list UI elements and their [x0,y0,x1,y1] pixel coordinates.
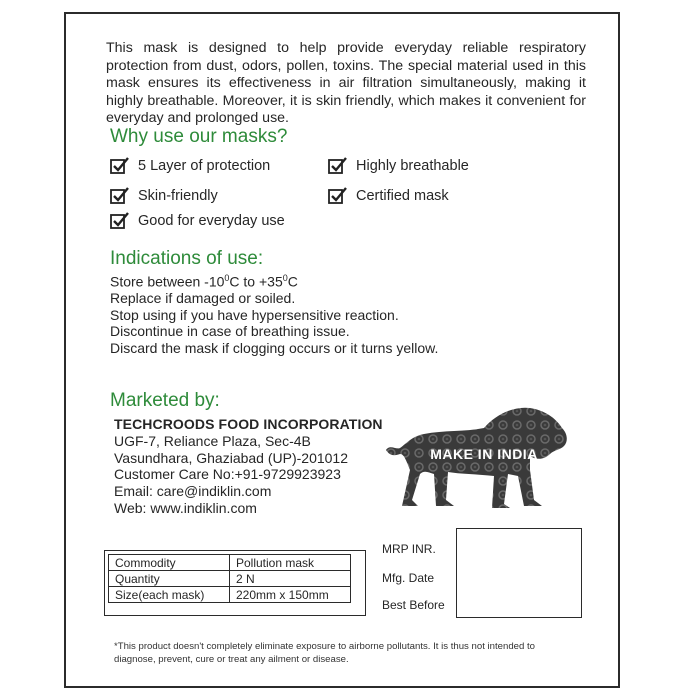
benefit-item [110,157,270,175]
indications-list [110,270,438,357]
price-date-box [456,528,582,618]
benefit-label: Highly breathable [356,158,469,174]
benefit-label: Certified mask [356,188,449,204]
table-row [109,555,351,571]
company-address [114,416,383,517]
spec-table [108,554,351,603]
disclaimer: *This product doesn't completely eliminate exposure to airborne pollutants. It is thus not intended to diagnose, prevent, cure or treat any ailment or disease. [114,641,536,665]
indication-line: Discard the mask if clogging occurs or it turns yellow. [110,340,439,357]
table-cell: Quantity [109,571,230,587]
benefit-item [328,157,469,175]
checkbox-check-icon [110,157,130,175]
benefit-label: 5 Layer of protection [138,158,271,174]
degree-mark: 0 [282,273,288,283]
table-cell: Size(each mask) [109,587,230,603]
address-line: UGF-7, Reliance Plaza, Sec-4B [114,432,311,449]
benefit-item [110,212,285,230]
indication-line: Stop using if you have hypersensitive reaction. [110,306,399,323]
benefit-label: Skin-friendly [138,188,218,204]
checkbox-check-icon [110,212,130,230]
table-cell: Pollution mask [230,555,351,571]
make-in-india-lion-icon [384,404,570,510]
storage-line [110,270,438,290]
table-cell: Commodity [109,555,230,571]
table-cell: 2 N [230,571,351,587]
storage-text: C to +35 [229,273,283,290]
benefit-label: Good for everyday use [138,213,285,229]
marketed-heading: Marketed by: [110,390,220,411]
table-row [109,587,351,603]
table-cell: 220mm x 150mm [230,587,351,603]
logo-text: MAKE IN INDIA [430,446,538,462]
storage-text: Store between -10 [110,273,225,290]
storage-text: C [287,273,298,290]
indications-heading: Indications of use: [110,248,264,269]
email: Email: care@indiklin.com [114,483,272,500]
intro-paragraph: This mask is designed to help provide everyday reliable respiratory protection from dust, odors, pollen, toxins. The special material used in this mask ensures its effectiveness in air filtration simultaneously, making it highly breathable. Moreover, it is skin friendly, which makes it convenient for everyday and prolonged use. [106,40,586,126]
checkbox-check-icon [328,187,348,205]
website: Web: www.indiklin.com [114,499,257,516]
why-heading: Why use our masks? [110,126,288,147]
address-line: Vasundhara, Ghaziabad (UP)-201012 [114,449,349,466]
company-name: TECHCROODS FOOD INCORPORATION [114,416,383,432]
degree-mark: 0 [224,273,230,283]
checkbox-check-icon [328,157,348,175]
benefit-item [328,187,449,205]
checkbox-check-icon [110,187,130,205]
mfg-date-label: Mfg. Date [382,571,435,585]
best-before-label: Best Before [382,598,445,612]
benefit-item [110,187,218,205]
table-row [109,571,351,587]
customer-care: Customer Care No:+91-9729923923 [114,466,341,483]
mrp-label: MRP INR. [382,542,436,556]
indication-line: Replace if damaged or soiled. [110,290,296,307]
indication-line: Discontinue in case of breathing issue. [110,323,350,340]
